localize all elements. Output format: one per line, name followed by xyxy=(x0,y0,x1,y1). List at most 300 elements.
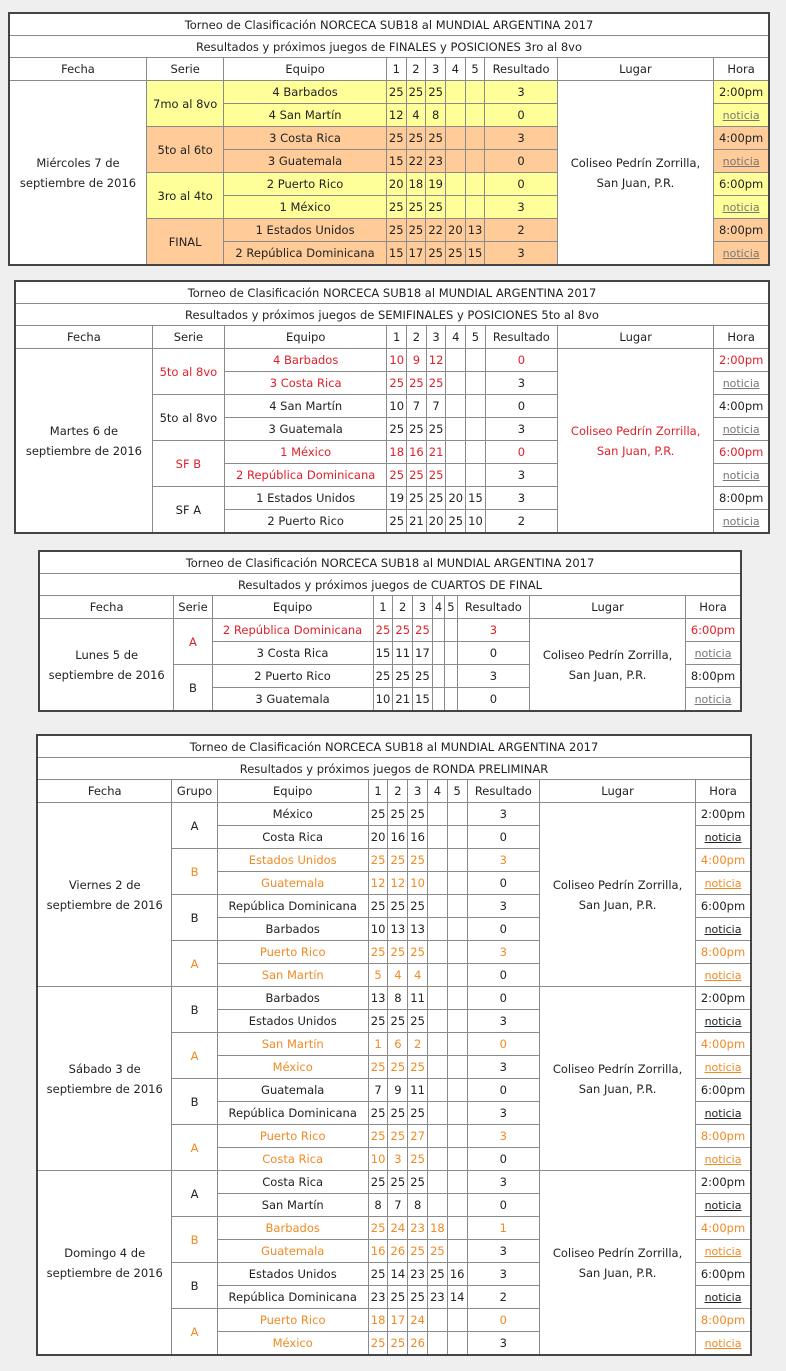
hora-cell: 8:00pm xyxy=(714,487,769,510)
team-name: Costa Rica xyxy=(217,826,368,849)
header-fecha: Fecha xyxy=(15,326,152,349)
header-equipo: Equipo xyxy=(212,596,373,619)
set-score: 10 xyxy=(387,349,407,372)
header-set-4: 4 xyxy=(432,596,444,619)
set-score: 20 xyxy=(445,219,465,242)
set-score xyxy=(428,1056,448,1079)
set-score: 25 xyxy=(388,1171,408,1194)
team-name: República Dominicana xyxy=(217,1102,368,1125)
result-cell: 3 xyxy=(467,849,539,872)
set-score xyxy=(447,1194,467,1217)
team-name: Estados Unidos xyxy=(217,1010,368,1033)
set-score xyxy=(428,849,448,872)
set-score: 11 xyxy=(393,642,413,665)
result-cell: 3 xyxy=(467,1010,539,1033)
header-set-4: 4 xyxy=(428,780,448,803)
set-score xyxy=(466,372,486,395)
noticia-link[interactable]: noticia xyxy=(694,692,732,706)
set-score xyxy=(447,872,467,895)
serie-cell: A xyxy=(174,619,212,665)
set-score: 24 xyxy=(388,1217,408,1240)
set-score: 4 xyxy=(406,104,426,127)
set-score xyxy=(428,826,448,849)
noticia-link[interactable]: noticia xyxy=(722,246,760,260)
set-score: 25 xyxy=(426,418,446,441)
team-name: 2 República Dominicana xyxy=(224,242,387,266)
grupo-cell: B xyxy=(172,987,217,1033)
set-score xyxy=(447,987,467,1010)
noticia-link[interactable]: noticia xyxy=(704,922,742,936)
set-score xyxy=(432,688,444,712)
set-score: 25 xyxy=(407,418,427,441)
set-score: 25 xyxy=(426,372,446,395)
set-score: 17 xyxy=(413,642,433,665)
header-hora: Hora xyxy=(696,780,751,803)
result-cell: 0 xyxy=(485,150,557,173)
header-set-2: 2 xyxy=(388,780,408,803)
set-score: 25 xyxy=(388,941,408,964)
set-score xyxy=(466,349,486,372)
serie-cell: 5to al 8vo xyxy=(152,349,224,395)
set-score xyxy=(447,1171,467,1194)
set-score: 18 xyxy=(428,1217,448,1240)
team-name: 3 Costa Rica xyxy=(224,127,387,150)
set-score xyxy=(447,1217,467,1240)
set-score: 7 xyxy=(407,395,427,418)
header-resultado: Resultado xyxy=(457,596,529,619)
set-score xyxy=(447,1332,467,1356)
set-score: 21 xyxy=(393,688,413,712)
header-set-1: 1 xyxy=(386,58,406,81)
set-score: 12 xyxy=(368,872,388,895)
set-score: 21 xyxy=(426,441,446,464)
result-cell: 0 xyxy=(485,349,557,372)
set-score xyxy=(446,418,466,441)
hora-cell: 2:00pm xyxy=(714,81,769,104)
set-score: 25 xyxy=(426,81,446,104)
noticia-link[interactable]: noticia xyxy=(694,646,732,660)
grupo-cell: A xyxy=(172,803,217,849)
noticia-cell xyxy=(696,1286,751,1309)
table-subtitle: Resultados y próximos juegos de CUARTOS DE FINAL xyxy=(39,574,741,596)
set-score: 20 xyxy=(426,510,446,534)
result-cell: 0 xyxy=(467,987,539,1010)
set-score: 12 xyxy=(388,872,408,895)
set-score xyxy=(447,1102,467,1125)
header-grupo: Grupo xyxy=(172,780,217,803)
lugar-cell: Coliseo Pedrín Zorrilla, San Juan, P.R. xyxy=(540,803,696,987)
set-score xyxy=(466,418,486,441)
set-score: 25 xyxy=(368,895,388,918)
header-fecha: Fecha xyxy=(39,596,174,619)
set-score: 13 xyxy=(465,219,485,242)
header-hora: Hora xyxy=(686,596,741,619)
set-score: 25 xyxy=(408,1240,428,1263)
set-score xyxy=(447,895,467,918)
set-score: 25 xyxy=(368,849,388,872)
result-cell: 3 xyxy=(485,372,557,395)
result-cell: 3 xyxy=(485,418,557,441)
header-set-4: 4 xyxy=(446,326,466,349)
set-score: 25 xyxy=(386,219,406,242)
set-score: 25 xyxy=(368,1010,388,1033)
noticia-link[interactable]: noticia xyxy=(704,968,742,982)
set-score: 25 xyxy=(406,81,426,104)
set-score xyxy=(428,872,448,895)
noticia-link[interactable]: noticia xyxy=(704,830,742,844)
noticia-cell xyxy=(696,872,751,895)
set-score: 23 xyxy=(426,150,446,173)
header-set-5: 5 xyxy=(445,596,457,619)
set-score: 25 xyxy=(373,665,393,688)
team-name: Guatemala xyxy=(217,1079,368,1102)
result-cell: 3 xyxy=(467,1102,539,1125)
set-score: 25 xyxy=(408,1286,428,1309)
set-score: 7 xyxy=(368,1079,388,1102)
noticia-link[interactable]: noticia xyxy=(722,514,760,528)
team-name: 4 Barbados xyxy=(224,81,387,104)
team-name: San Martín xyxy=(217,1194,368,1217)
set-score: 25 xyxy=(393,665,413,688)
serie-cell: SF B xyxy=(152,441,224,487)
hora-cell: 4:00pm xyxy=(714,395,769,418)
set-score: 25 xyxy=(388,803,408,826)
set-score xyxy=(466,464,486,487)
set-score: 25 xyxy=(388,1010,408,1033)
result-cell: 0 xyxy=(457,642,529,665)
set-score: 9 xyxy=(388,1079,408,1102)
fecha-cell: Lunes 5 de septiembre de 2016 xyxy=(39,619,174,712)
set-score xyxy=(447,826,467,849)
set-score: 11 xyxy=(408,1079,428,1102)
header-lugar: Lugar xyxy=(540,780,696,803)
set-score: 8 xyxy=(388,987,408,1010)
header-fecha: Fecha xyxy=(9,58,147,81)
set-score: 24 xyxy=(408,1309,428,1332)
grupo-cell: A xyxy=(172,1171,217,1217)
grupo-cell: B xyxy=(172,1217,217,1263)
noticia-link[interactable]: noticia xyxy=(704,1106,742,1120)
set-score: 3 xyxy=(388,1148,408,1171)
result-cell: 3 xyxy=(467,1171,539,1194)
team-name: 2 República Dominicana xyxy=(212,619,373,642)
team-name: Estados Unidos xyxy=(217,849,368,872)
lugar-cell: Coliseo Pedrín Zorrilla, San Juan, P.R. xyxy=(557,81,714,266)
set-score: 4 xyxy=(388,964,408,987)
set-score: 25 xyxy=(408,895,428,918)
noticia-link[interactable]: noticia xyxy=(722,468,760,482)
set-score: 15 xyxy=(413,688,433,712)
set-score xyxy=(447,1148,467,1171)
noticia-link[interactable]: noticia xyxy=(722,200,760,214)
set-score xyxy=(465,81,485,104)
noticia-link[interactable]: noticia xyxy=(704,1060,742,1074)
team-name: 4 San Martín xyxy=(224,104,387,127)
set-score: 25 xyxy=(428,1263,448,1286)
team-name: 1 Estados Unidos xyxy=(224,487,386,510)
set-score: 25 xyxy=(408,1171,428,1194)
team-name: México xyxy=(217,803,368,826)
set-score: 8 xyxy=(408,1194,428,1217)
set-score: 25 xyxy=(426,464,446,487)
set-score: 23 xyxy=(428,1286,448,1309)
table-subtitle: Resultados y próximos juegos de FINALES y POSICIONES 3ro al 8vo xyxy=(9,36,769,58)
set-score: 16 xyxy=(408,826,428,849)
set-score: 25 xyxy=(368,803,388,826)
set-score xyxy=(432,619,444,642)
set-score: 25 xyxy=(368,1171,388,1194)
set-score: 9 xyxy=(407,349,427,372)
header-lugar: Lugar xyxy=(557,326,713,349)
header-hora: Hora xyxy=(714,58,769,81)
set-score: 27 xyxy=(408,1125,428,1148)
set-score: 25 xyxy=(368,1263,388,1286)
set-score: 25 xyxy=(373,619,393,642)
set-score: 15 xyxy=(373,642,393,665)
team-name: 4 Barbados xyxy=(224,349,386,372)
header-set-1: 1 xyxy=(368,780,388,803)
noticia-link[interactable]: noticia xyxy=(704,1290,742,1304)
set-score xyxy=(428,941,448,964)
set-score: 25 xyxy=(446,510,466,534)
set-score: 26 xyxy=(408,1332,428,1356)
noticia-link[interactable]: noticia xyxy=(704,1198,742,1212)
noticia-cell xyxy=(696,1194,751,1217)
set-score xyxy=(428,1194,448,1217)
set-score: 25 xyxy=(445,242,465,266)
result-cell: 3 xyxy=(467,803,539,826)
set-score: 25 xyxy=(426,242,446,266)
set-score: 25 xyxy=(408,1056,428,1079)
set-score xyxy=(446,395,466,418)
set-score: 12 xyxy=(426,349,446,372)
noticia-cell xyxy=(696,918,751,941)
set-score: 25 xyxy=(388,1102,408,1125)
set-score xyxy=(447,1079,467,1102)
serie-cell: B xyxy=(174,665,212,712)
fecha-cell: Sábado 3 de septiembre de 2016 xyxy=(37,987,172,1171)
lugar-cell: Coliseo Pedrín Zorrilla, San Juan, P.R. xyxy=(540,987,696,1171)
set-score: 25 xyxy=(368,1217,388,1240)
result-cell: 0 xyxy=(467,1148,539,1171)
set-score xyxy=(447,1010,467,1033)
set-score: 13 xyxy=(388,918,408,941)
set-score: 15 xyxy=(386,150,406,173)
table-title: Torneo de Clasificación NORCECA SUB18 al MUNDIAL ARGENTINA 2017 xyxy=(15,281,769,304)
set-score: 25 xyxy=(408,941,428,964)
hora-cell: 4:00pm xyxy=(696,1033,751,1056)
set-score xyxy=(447,1240,467,1263)
table-subtitle: Resultados y próximos juegos de RONDA PRELIMINAR xyxy=(37,758,751,780)
hora-cell: 4:00pm xyxy=(714,127,769,150)
team-name: San Martín xyxy=(217,1033,368,1056)
set-score: 10 xyxy=(368,1148,388,1171)
header-serie: Serie xyxy=(174,596,212,619)
noticia-link[interactable]: noticia xyxy=(704,876,742,890)
result-cell: 0 xyxy=(467,918,539,941)
set-score: 25 xyxy=(388,895,408,918)
header-hora: Hora xyxy=(714,326,769,349)
serie-cell: 5to al 8vo xyxy=(152,395,224,441)
header-set-1: 1 xyxy=(387,326,407,349)
team-name: Puerto Rico xyxy=(217,1309,368,1332)
set-score xyxy=(465,173,485,196)
fecha-cell: Viernes 2 de septiembre de 2016 xyxy=(37,803,172,987)
set-score: 25 xyxy=(407,487,427,510)
fecha-cell: Miércoles 7 de septiembre de 2016 xyxy=(9,81,147,266)
set-score: 25 xyxy=(407,464,427,487)
set-score xyxy=(447,803,467,826)
hora-cell: 2:00pm xyxy=(696,803,751,826)
fecha-cell: Domingo 4 de septiembre de 2016 xyxy=(37,1171,172,1356)
noticia-link[interactable]: noticia xyxy=(704,1152,742,1166)
set-score: 20 xyxy=(446,487,466,510)
set-score xyxy=(428,1148,448,1171)
set-score: 15 xyxy=(466,487,486,510)
team-name: Puerto Rico xyxy=(217,1125,368,1148)
set-score: 10 xyxy=(387,395,407,418)
set-score: 25 xyxy=(393,619,413,642)
set-score: 7 xyxy=(426,395,446,418)
set-score: 8 xyxy=(426,104,446,127)
header-serie: Serie xyxy=(152,326,224,349)
set-score xyxy=(465,196,485,219)
team-name: 2 República Dominicana xyxy=(224,464,386,487)
set-score: 14 xyxy=(447,1286,467,1309)
set-score: 25 xyxy=(387,418,407,441)
set-score xyxy=(445,104,465,127)
header-set-4: 4 xyxy=(445,58,465,81)
result-cell: 0 xyxy=(467,872,539,895)
set-score xyxy=(428,803,448,826)
noticia-link[interactable]: noticia xyxy=(704,1244,742,1258)
header-resultado: Resultado xyxy=(485,58,557,81)
team-name: 3 Costa Rica xyxy=(212,642,373,665)
set-score: 25 xyxy=(413,665,433,688)
team-name: Costa Rica xyxy=(217,1148,368,1171)
result-cell: 0 xyxy=(485,173,557,196)
team-name: Costa Rica xyxy=(217,1171,368,1194)
lugar-cell: Coliseo Pedrín Zorrilla, San Juan, P.R. xyxy=(540,1171,696,1356)
header-equipo: Equipo xyxy=(224,326,386,349)
set-score: 25 xyxy=(387,464,407,487)
team-name: República Dominicana xyxy=(217,895,368,918)
result-cell: 0 xyxy=(485,441,557,464)
set-score: 25 xyxy=(406,219,426,242)
set-score xyxy=(447,918,467,941)
header-equipo: Equipo xyxy=(217,780,368,803)
header-equipo: Equipo xyxy=(224,58,387,81)
set-score: 18 xyxy=(406,173,426,196)
team-name: 3 Guatemala xyxy=(224,418,386,441)
hora-cell: 6:00pm xyxy=(714,441,769,464)
set-score: 7 xyxy=(388,1194,408,1217)
set-score xyxy=(428,987,448,1010)
set-score: 8 xyxy=(368,1194,388,1217)
team-name: Barbados xyxy=(217,987,368,1010)
result-cell: 3 xyxy=(485,464,557,487)
noticia-link[interactable]: noticia xyxy=(722,422,760,436)
set-score xyxy=(447,1309,467,1332)
set-score: 20 xyxy=(386,173,406,196)
noticia-link[interactable]: noticia xyxy=(722,376,760,390)
set-score xyxy=(432,665,444,688)
set-score: 19 xyxy=(426,173,446,196)
team-name: 2 Puerto Rico xyxy=(212,665,373,688)
set-score: 10 xyxy=(466,510,486,534)
set-score: 25 xyxy=(428,1240,448,1263)
team-name: 3 Guatemala xyxy=(224,150,387,173)
set-score: 25 xyxy=(426,487,446,510)
result-cell: 3 xyxy=(467,1332,539,1356)
team-name: México xyxy=(217,1332,368,1356)
noticia-link[interactable]: noticia xyxy=(704,1336,742,1350)
hora-cell: 8:00pm xyxy=(686,665,741,688)
team-name: 3 Guatemala xyxy=(212,688,373,712)
set-score: 22 xyxy=(426,219,446,242)
set-score: 25 xyxy=(407,372,427,395)
set-score: 25 xyxy=(387,510,407,534)
set-score xyxy=(446,372,466,395)
hora-cell: 8:00pm xyxy=(696,1309,751,1332)
header-set-1: 1 xyxy=(373,596,393,619)
set-score xyxy=(428,895,448,918)
table-title: Torneo de Clasificación NORCECA SUB18 al MUNDIAL ARGENTINA 2017 xyxy=(37,735,751,758)
set-score xyxy=(447,941,467,964)
set-score: 16 xyxy=(388,826,408,849)
set-score xyxy=(445,81,465,104)
set-score: 25 xyxy=(386,196,406,219)
grupo-cell: A xyxy=(172,1309,217,1356)
noticia-link[interactable]: noticia xyxy=(704,1014,742,1028)
set-score: 25 xyxy=(368,1102,388,1125)
serie-cell: 7mo al 8vo xyxy=(147,81,224,127)
set-score: 15 xyxy=(386,242,406,266)
noticia-link[interactable]: noticia xyxy=(722,154,760,168)
header-resultado: Resultado xyxy=(467,780,539,803)
hora-cell: 8:00pm xyxy=(696,941,751,964)
serie-cell: 3ro al 4to xyxy=(147,173,224,219)
grupo-cell: B xyxy=(172,1263,217,1309)
set-score: 25 xyxy=(408,1010,428,1033)
set-score xyxy=(465,127,485,150)
result-cell: 0 xyxy=(467,1079,539,1102)
team-name: Estados Unidos xyxy=(217,1263,368,1286)
result-cell: 0 xyxy=(467,1033,539,1056)
set-score: 25 xyxy=(368,1332,388,1356)
semis-table xyxy=(14,280,770,534)
set-score xyxy=(447,849,467,872)
noticia-cell xyxy=(696,1332,751,1356)
hora-cell: 6:00pm xyxy=(696,1263,751,1286)
set-score xyxy=(446,349,466,372)
set-score: 20 xyxy=(368,826,388,849)
set-score xyxy=(428,1171,448,1194)
serie-cell: 5to al 6to xyxy=(147,127,224,173)
noticia-link[interactable]: noticia xyxy=(722,108,760,122)
grupo-cell: B xyxy=(172,849,217,895)
set-score: 16 xyxy=(447,1263,467,1286)
hora-cell: 2:00pm xyxy=(696,1171,751,1194)
result-cell: 3 xyxy=(485,242,557,266)
set-score: 25 xyxy=(368,941,388,964)
set-score xyxy=(445,619,457,642)
header-resultado: Resultado xyxy=(485,326,557,349)
serie-cell: FINAL xyxy=(147,219,224,266)
set-score: 25 xyxy=(386,81,406,104)
set-score: 25 xyxy=(426,127,446,150)
result-cell: 3 xyxy=(485,487,557,510)
